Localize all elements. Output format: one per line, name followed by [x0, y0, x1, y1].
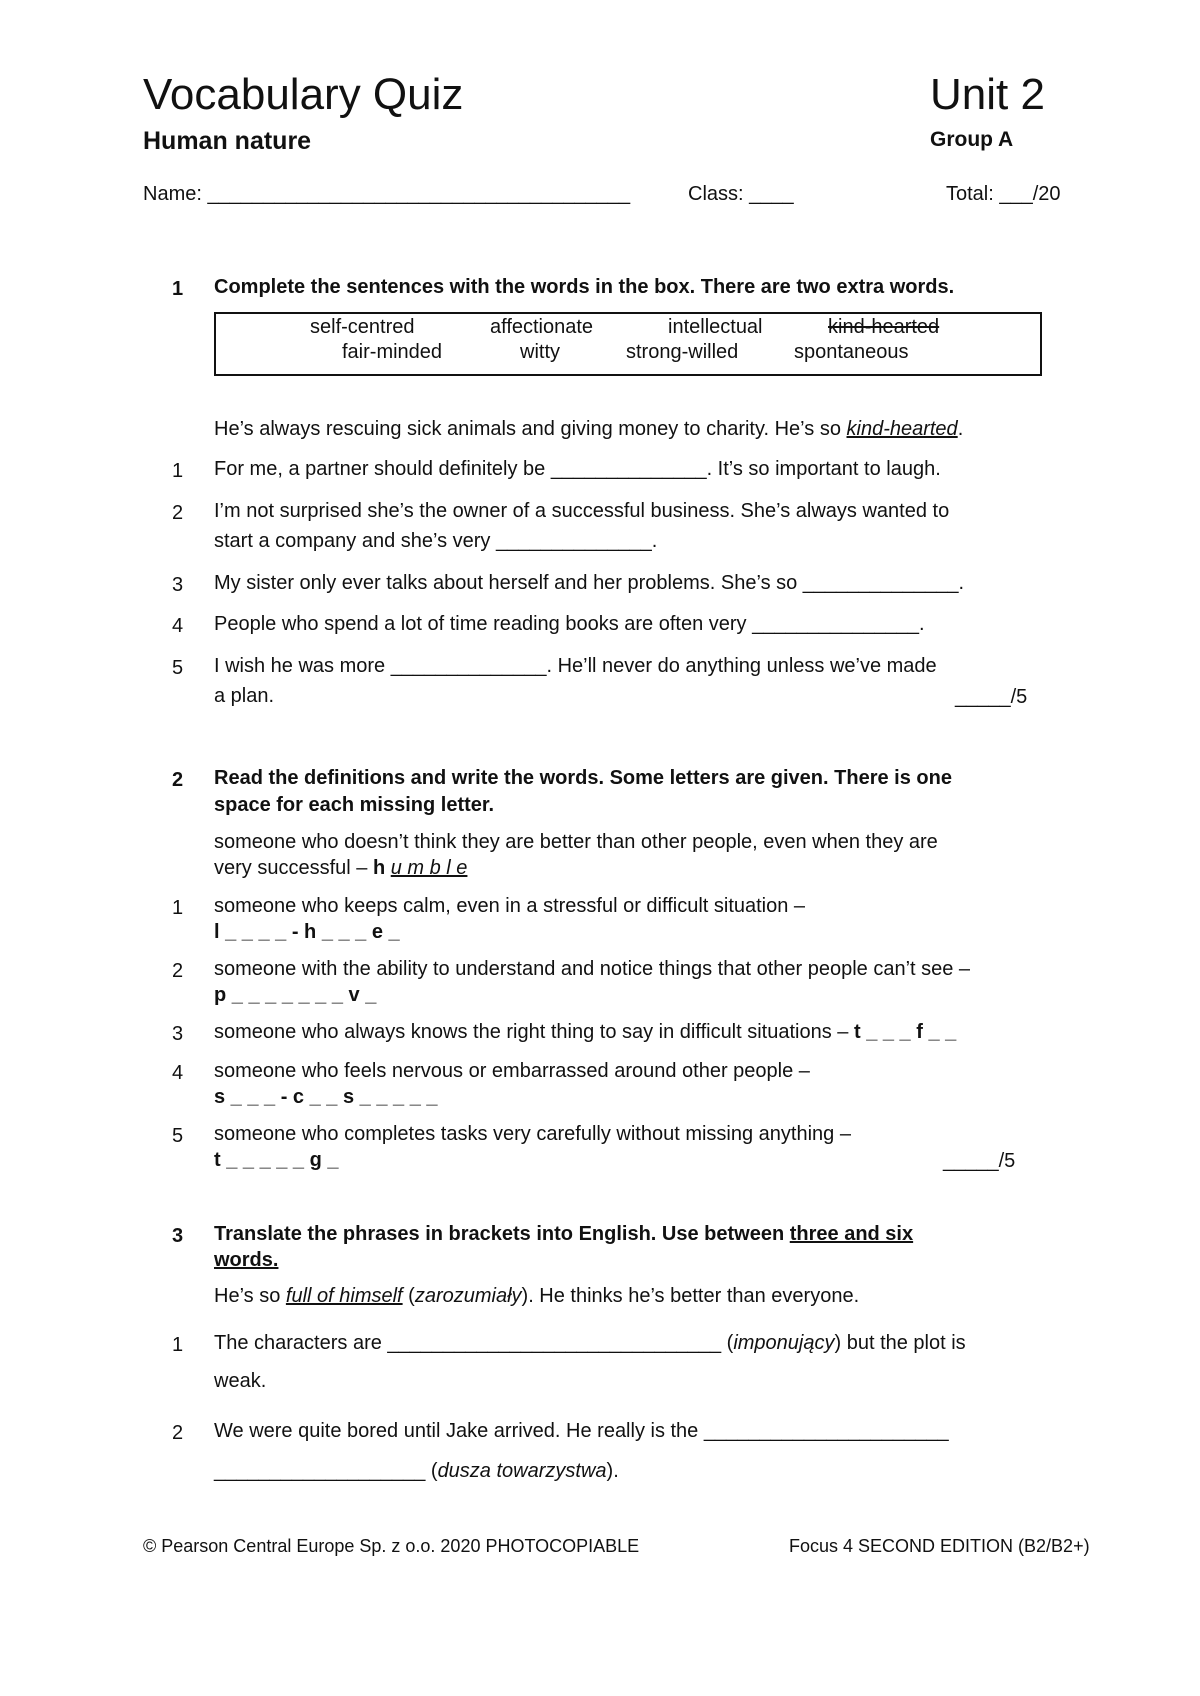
ex2-item-5: someone who completes tasks very carefully without missing anything –: [214, 1123, 851, 1145]
ex1-example: He’s always rescuing sick animals and giving money to charity. He’s so kind-hearted.: [214, 418, 964, 440]
ex2-instruction: Read the definitions and write the words. Some letters are given. There is one: [214, 767, 952, 789]
ex3-instruction: Translate the phrases in brackets into English. Use between three and six: [214, 1223, 914, 1245]
ex2-item-5-answer[interactable]: t _ _ _ _ _ g _: [214, 1149, 339, 1171]
ex1-score[interactable]: _____/5: [955, 686, 1028, 708]
ex2-item-4: someone who feels nervous or embarrassed around other people –: [214, 1060, 810, 1082]
ex1-item-2[interactable]: I’m not surprised she’s the owner of a successful business. She’s always wanted to: [214, 500, 950, 522]
ex1-number: 1: [172, 278, 184, 300]
box-word: affectionate: [490, 316, 594, 338]
word-box: [214, 312, 1042, 376]
item-number: 4: [172, 1062, 184, 1084]
ex2-item-1: someone who keeps calm, even in a stressful or difficult situation –: [214, 895, 806, 917]
item-number: 3: [172, 1023, 184, 1045]
ex2-item-4-answer[interactable]: s _ _ _ - c _ _ s _ _ _ _ _: [214, 1086, 438, 1108]
item-number: 2: [172, 1422, 184, 1444]
unit-label: Unit 2: [930, 70, 1045, 119]
box-word-used: kind-hearted: [828, 316, 940, 338]
item-number: 4: [172, 615, 184, 637]
ex3-number: 3: [172, 1225, 184, 1247]
example-answer: full of himself: [285, 1285, 403, 1307]
ex1-item-2-line2[interactable]: start a company and she’s very ______________.: [214, 530, 658, 552]
box-word: strong-willed: [626, 341, 739, 363]
ex2-instruction-line2: space for each missing letter.: [214, 794, 495, 816]
box-word: self-centred: [310, 316, 415, 338]
ex2-item-3: someone who always knows the right thing to say in difficult situations – t _ _ _ f _ _: [214, 1021, 957, 1043]
name-field[interactable]: Name: ______________________________________: [143, 183, 631, 205]
ex2-example: someone who doesn’t think they are better than other people, even when they are: [214, 831, 938, 853]
item-number: 2: [172, 502, 184, 524]
example-answer: u m b l e: [390, 857, 468, 879]
ex1-item-4[interactable]: People who spend a lot of time reading books are often very _______________.: [214, 613, 925, 635]
item-number: 1: [172, 1334, 184, 1356]
ex3-item-2[interactable]: We were quite bored until Jake arrived. He really is the ______________________: [214, 1420, 949, 1442]
item-number: 1: [172, 897, 184, 919]
box-word: fair-minded: [342, 341, 443, 363]
item-number: 5: [172, 657, 184, 679]
ex1-item-1[interactable]: For me, a partner should definitely be ______________. It’s so important to laugh.: [214, 458, 941, 480]
ex2-score[interactable]: _____/5: [943, 1150, 1016, 1172]
ex2-number: 2: [172, 769, 184, 791]
item-number: 3: [172, 574, 184, 596]
box-word: spontaneous: [794, 341, 909, 363]
ex2-item-2: someone with the ability to understand and notice things that other people can’t see –: [214, 958, 971, 980]
ex1-instruction: Complete the sentences with the words in the box. There are two extra words.: [214, 276, 955, 298]
ex2-item-3-answer[interactable]: t _ _ _ f _ _: [853, 1021, 957, 1043]
box-word: witty: [520, 341, 560, 363]
ex2-item-2-answer[interactable]: p _ _ _ _ _ _ _ v _: [214, 984, 377, 1006]
ex1-item-5-line2[interactable]: a plan.: [214, 685, 275, 707]
ex3-instruction-line2: words.: [214, 1249, 279, 1271]
ex2-example-line2: very successful – h u m b l e: [214, 857, 468, 879]
page-title: Vocabulary Quiz: [143, 70, 464, 119]
ex3-item-1[interactable]: The characters are ______________________________ (imponujący) but the plot is: [214, 1332, 966, 1354]
item-number: 5: [172, 1125, 184, 1147]
footer-edition: Focus 4 SECOND EDITION (B2/B2+): [789, 1536, 1090, 1556]
page-subtitle: Human nature: [143, 127, 312, 155]
box-word: intellectual: [668, 316, 763, 338]
class-field[interactable]: Class: ____: [688, 183, 794, 205]
ex1-item-5[interactable]: I wish he was more ______________. He’ll never do anything unless we’ve made: [214, 655, 937, 677]
ex3-item-2-line2[interactable]: ___________________ (dusza towarzystwa).: [214, 1460, 619, 1482]
item-number: 1: [172, 460, 184, 482]
ex1-item-3[interactable]: My sister only ever talks about herself and her problems. She’s so ______________.: [214, 572, 965, 594]
ex3-item-1-line2: weak.: [214, 1370, 267, 1392]
ex3-example: He’s so full of himself (zarozumiały). He thinks he’s better than everyone.: [214, 1285, 860, 1307]
footer-copyright: © Pearson Central Europe Sp. z o.o. 2020 PHOTOCOPIABLE: [143, 1536, 640, 1556]
example-answer: kind-hearted: [846, 418, 958, 440]
ex2-item-1-answer[interactable]: l _ _ _ _ - h _ _ _ e _: [214, 921, 400, 943]
total-field[interactable]: Total: ___/20: [946, 183, 1061, 205]
group-label: Group A: [930, 128, 1014, 151]
item-number: 2: [172, 960, 184, 982]
